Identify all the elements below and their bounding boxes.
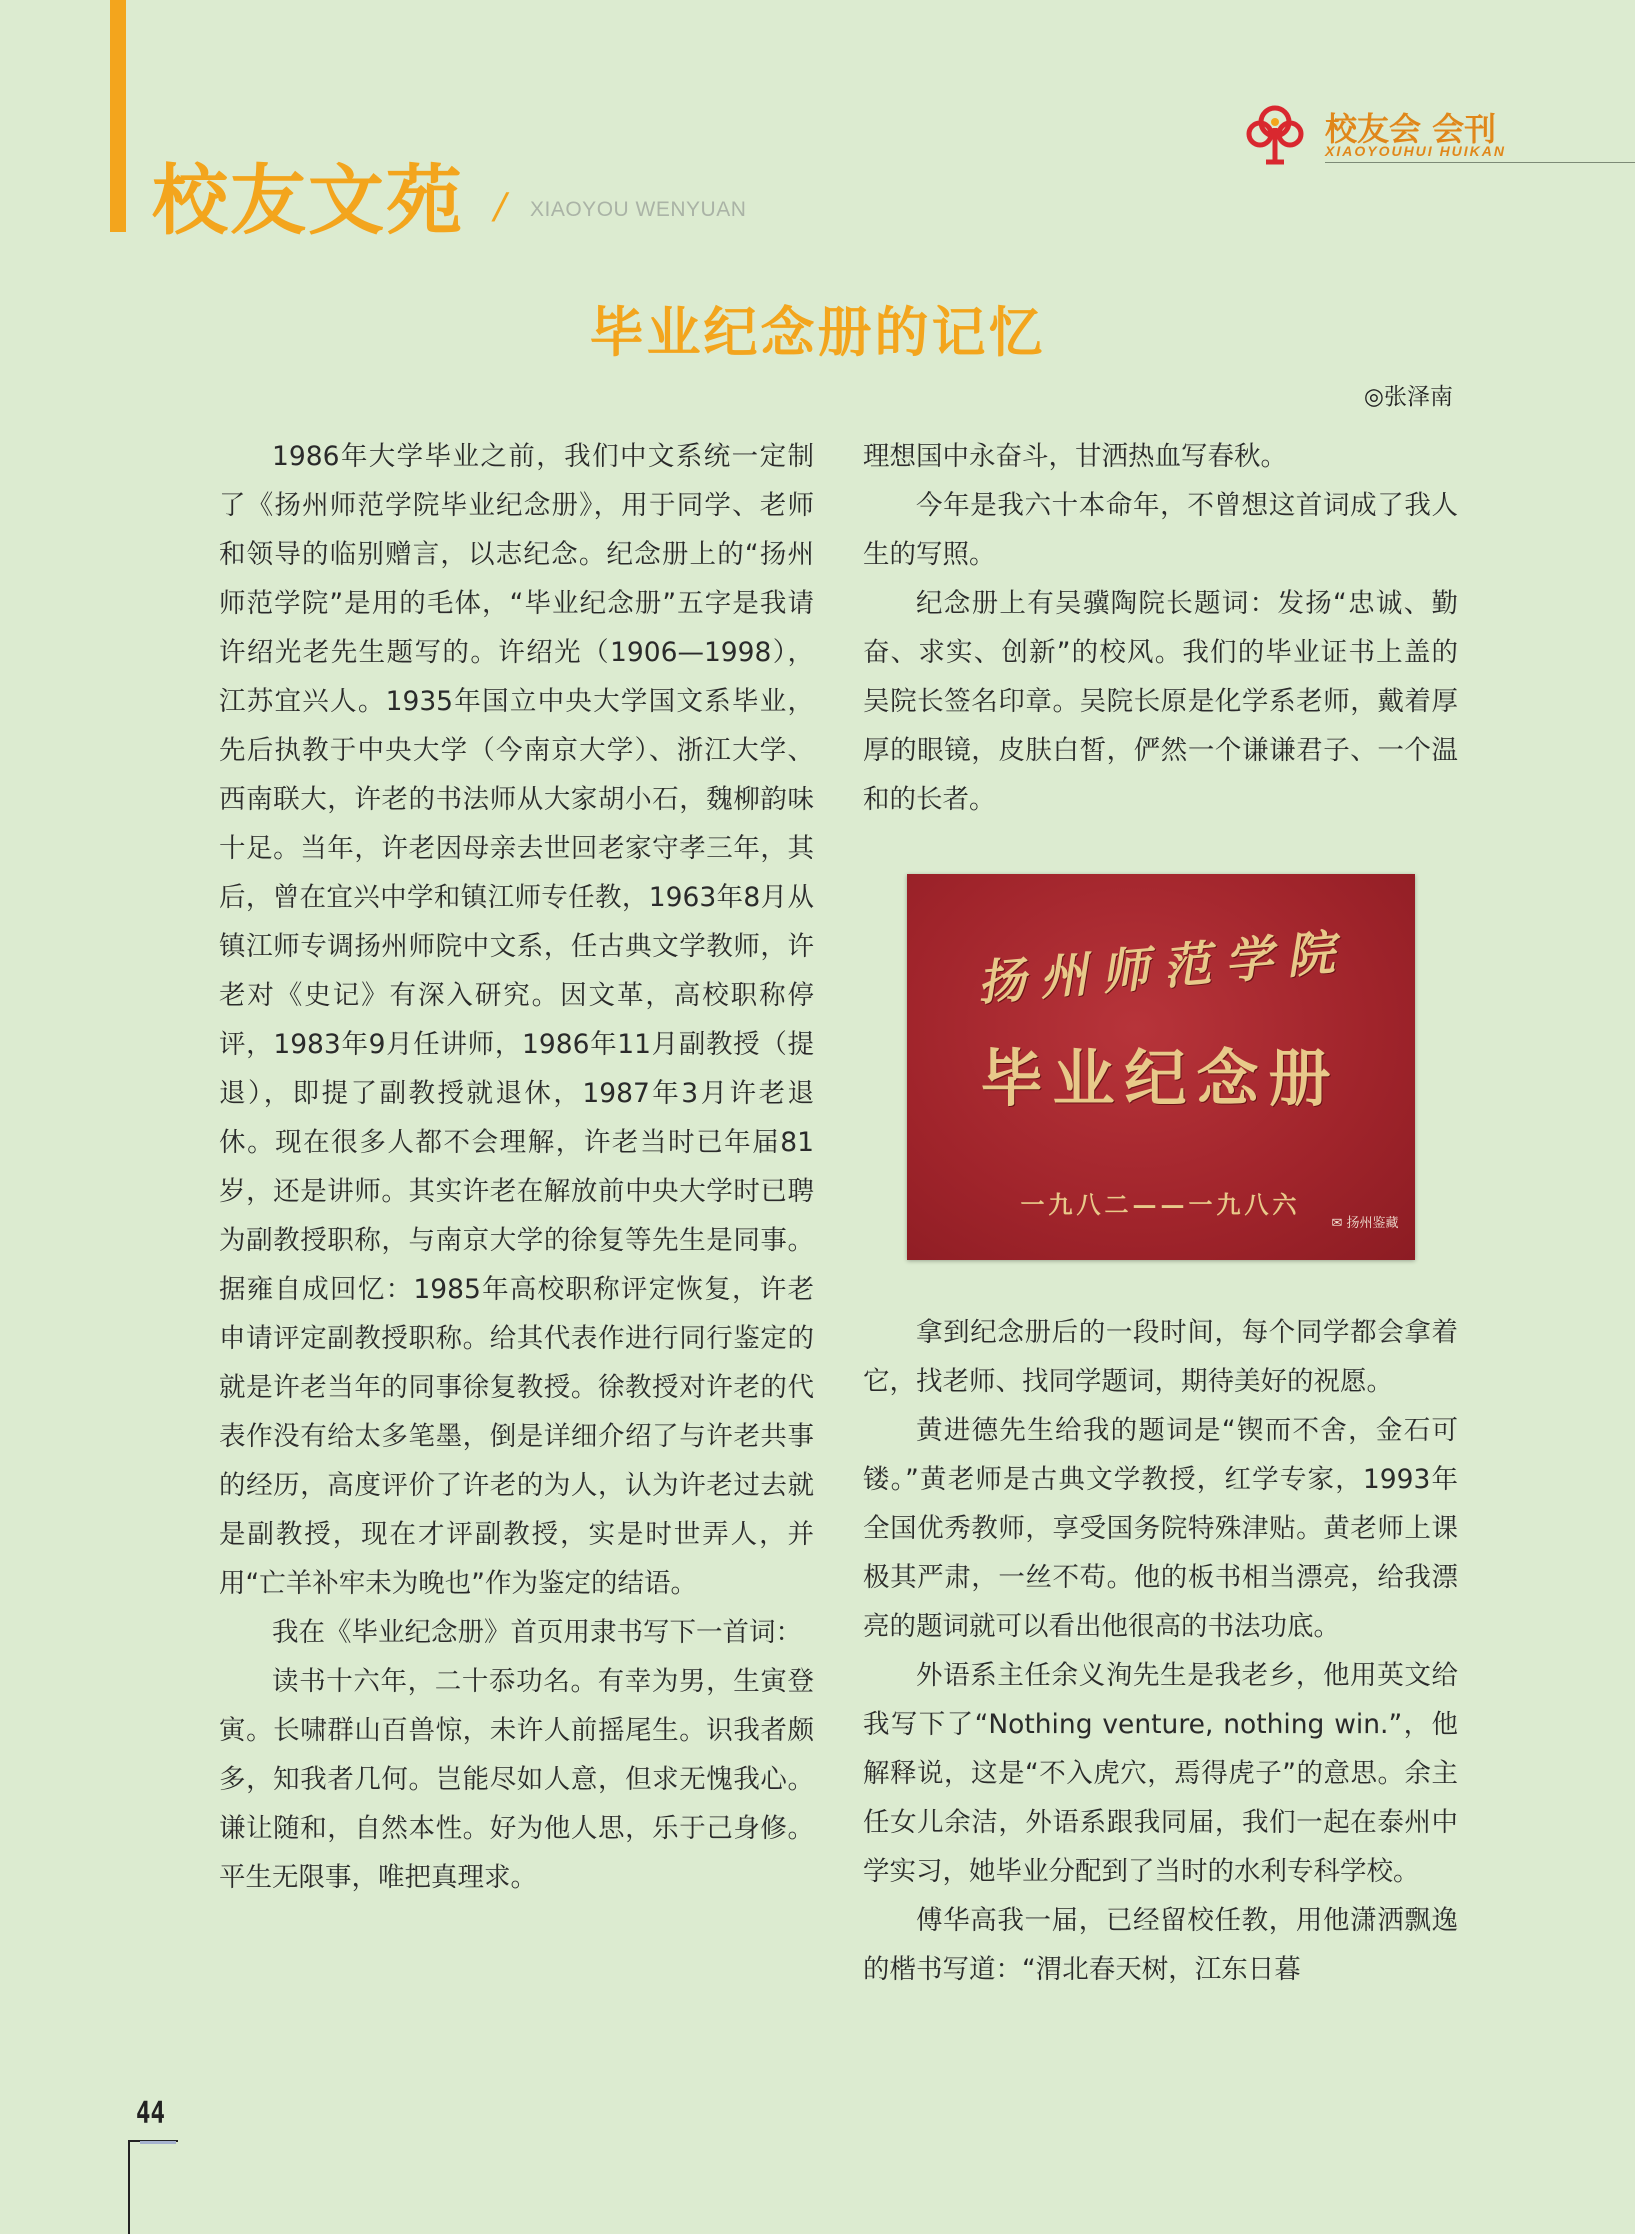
yearbook-cover-photo: [907, 874, 1415, 1260]
paragraph: 1986年大学毕业之前，我们中文系统一定制了《扬州师范学院毕业纪念册》，用于同学、老师和领导的临别赠言，以志纪念。纪念册上的“扬州师范学院”是用的毛体，“毕业纪念册”五字是我请许绍光老先生题写的。许绍光（1906—1998），江苏宜兴人。1935年国立中央大学国文系毕业，先后执教于中央大学（今南京大学）、浙江大学、西南联大，许老的书法师从大家胡小石，魏柳韵味十足。当年，许老因母亲去世回老家守孝三年，其后，曾在宜兴中学和镇江师专任教，1963年8月从镇江师专调扬州师院中文系，任古典文学教师，许老对《史记》有深入研究。因文革，高校职称停评，1983年9月任讲师，1986年11月副教授（提退），即提了副教授就退休，1987年3月许老退休。现在很多人都不会理解，许老当时已年届81岁，还是讲师。其实许老在解放前中央大学时已聘为副教授职称，与南京大学的徐复等先生是同事。据雍自成回忆：1985年高校职称评定恢复，许老申请评定副教授职称。给其代表作进行同行鉴定的就是许老当年的同事徐复教授。徐教授对许老的代表作没有给太多笔墨，倒是详细介绍了与许老共事的经历，高度评价了许老的为人，认为许老过去就是副教授，现在才评副教授，实是时世弄人，并用“亡羊补牢未为晚也”作为鉴定的结语。: [219, 441, 814, 1599]
alumni-association-logo-icon: [1240, 98, 1310, 168]
paragraph: 理想国中永奋斗，甘洒热血写春秋。: [863, 441, 1287, 472]
section-subtitle: XIAOYOU WENYUAN: [530, 198, 747, 221]
paragraph: 傅华高我一届，已经留校任教，用他潇洒飘逸的楷书写道：“渭北春天树，江东日暮: [863, 1905, 1458, 1985]
paragraph: 外语系主任余义洵先生是我老乡，他用英文给我写下了“Nothing venture, nothing win.”，他解释说，这是“不入虎穴，焉得虎子”的意思。余主任女儿余洁，外语系跟我同届，我们一起在泰州中学实习，她毕业分配到了当时的水利专科学校。: [863, 1660, 1458, 1887]
header-rule: [1325, 162, 1635, 163]
page-number: 44: [136, 2096, 165, 2131]
page-corner-rule-vertical: [128, 2140, 130, 2234]
page-number-underline: [140, 2141, 176, 2144]
cover-years: 一九八二——一九八六: [1020, 1190, 1301, 1219]
paragraph: 今年是我六十本命年，不曾想这首词成了我人生的写照。: [863, 490, 1458, 570]
section-slash-divider: /: [494, 186, 507, 227]
paragraph: 黄进德先生给我的题词是“锲而不舍，金石可镂。”黄老师是古典文学教授，红学专家，1993年全国优秀教师，享受国务院特殊津贴。黄老师上课极其严肃，一丝不苟。他的板书相当漂亮，给我漂亮的题词就可以看出他很高的书法功底。: [863, 1415, 1458, 1642]
article-column-left: [219, 432, 814, 1902]
cover-calligraphy-title: 毕业纪念册: [980, 1042, 1341, 1115]
section-title: 校友文苑: [152, 156, 464, 245]
journal-brand-subtitle: XIAOYOUHUI HUIKAN: [1325, 143, 1507, 159]
article-column-right: [863, 432, 1458, 1994]
article-title: 毕业纪念册的记忆: [589, 300, 1046, 364]
article-byline: ◎张泽南: [1363, 384, 1453, 410]
paragraph: 纪念册上有吴骥陶院长题词：发扬“忠诚、勤奋、求实、创新”的校风。我们的毕业证书上盖的吴院长签名印章。吴院长原是化学系老师，戴着厚厚的眼镜，皮肤白皙，俨然一个谦谦君子、一个温和的长者。: [863, 588, 1458, 815]
paragraph: 读书十六年，二十忝功名。有幸为男，生寅登寅。长啸群山百兽惊，未许人前摇尾生。识我者颇多，知我者几何。岂能尽如人意，但求无愧我心。谦让随和，自然本性。好为他人思，乐于己身修。平生无限事，唯把真理求。: [219, 1666, 814, 1893]
wechat-icon: ✉: [1331, 1216, 1347, 1231]
section-accent-bar: [110, 0, 126, 232]
cover-calligraphy-college-name: 扬州师范学院: [974, 923, 1351, 1013]
paragraph: 拿到纪念册后的一段时间，每个同学都会拿着它，找老师、找同学题词，期待美好的祝愿。: [863, 1317, 1458, 1397]
journal-brand-title: 校友会 会刊: [1325, 110, 1497, 148]
photo-watermark: ✉ 扬州鉴藏: [1331, 1216, 1399, 1231]
paragraph: 我在《毕业纪念册》首页用隶书写下一首词：: [272, 1617, 802, 1648]
